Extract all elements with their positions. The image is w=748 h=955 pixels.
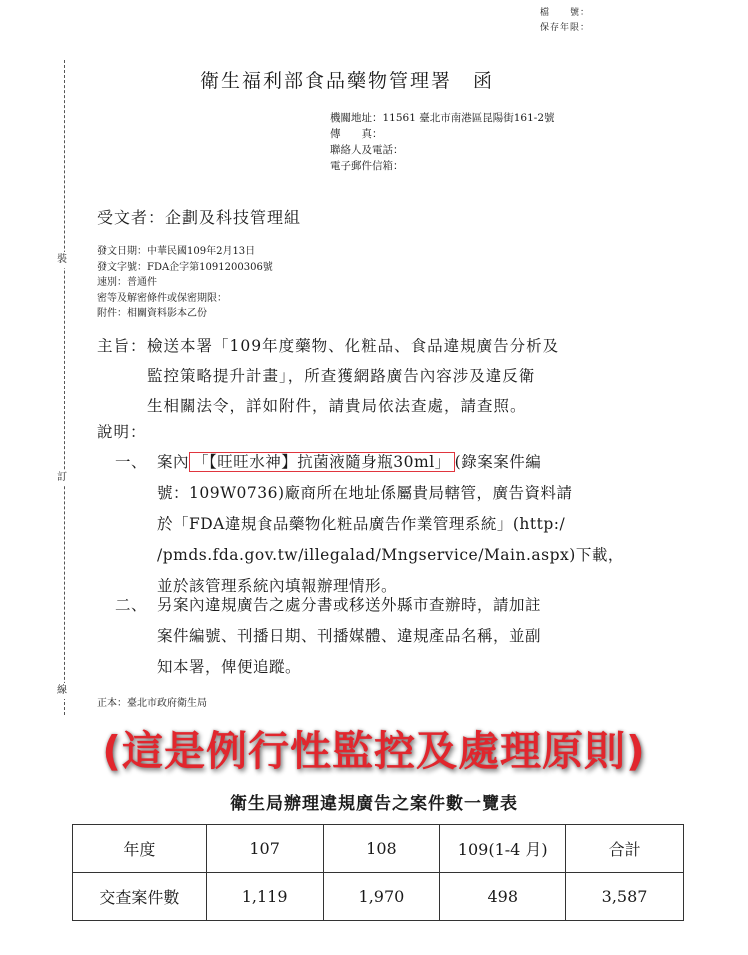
org-email: 電子郵件信箱： xyxy=(330,160,404,172)
item-line: 知本署，俾便追蹤。 xyxy=(157,658,302,676)
table-cell: 合計 xyxy=(566,825,684,873)
item-number: 一、 xyxy=(115,453,148,471)
item-number: 二、 xyxy=(115,596,148,614)
binding-mark-ding: 訂 xyxy=(57,470,67,486)
item-line-suffix: (錄案案件編 xyxy=(454,453,542,471)
table-cell: 498 xyxy=(440,873,566,921)
security-level: 密等及解密條件或保密期限： xyxy=(97,292,227,304)
table-caption: 衛生局辦理違規廣告之案件數一覽表 xyxy=(230,794,518,814)
item-line: 號：109W0736)廠商所在地址係屬貴局轄管，廣告資料請 xyxy=(157,484,573,502)
item-line: /pmds.fda.gov.tw/illegalad/Mngservice/Main.aspx)下載， xyxy=(157,546,624,564)
file-number-label: 檔 號： xyxy=(540,8,591,18)
subject-line: 檢送本署「109年度藥物、化粧品、食品違規廣告分析及 xyxy=(147,337,560,355)
table-cell: 3,587 xyxy=(566,873,684,921)
explanation-label: 說明： xyxy=(97,423,147,441)
binding-mark-xian: 線 xyxy=(57,683,67,699)
table-cell: 交查案件數 xyxy=(73,873,207,921)
org-info xyxy=(330,110,555,174)
attachment-note: 附件：相關資料影本乙份 xyxy=(97,308,207,319)
table-cell: 年度 xyxy=(73,825,207,873)
item-line: 另案內違規廣告之處分書或移送外縣市查辦時，請加註 xyxy=(157,596,542,614)
binding-line xyxy=(64,60,65,715)
item-line: 案件編號、刊播日期、刊播媒體、違規產品名稱，並副 xyxy=(157,627,542,645)
table-header-row xyxy=(73,825,684,873)
explanation-item-1 xyxy=(115,447,655,602)
document-number: 發文字號：FDA企字第1091200306號 xyxy=(97,261,273,273)
item-line: 於「FDA違規食品藥物化粧品廣告作業管理系統」(http:/ xyxy=(157,515,566,533)
issue-date: 發文日期：中華民國109年2月13日 xyxy=(97,246,256,257)
table-cell: 1,119 xyxy=(206,873,323,921)
item-line xyxy=(115,447,655,478)
subject-label: 主旨： xyxy=(97,337,147,355)
case-count-table xyxy=(72,824,684,921)
table-cell: 108 xyxy=(323,825,440,873)
org-address: 機關地址：11561 臺北市南港區昆陽街161-2號 xyxy=(330,112,555,124)
delivery-speed: 速別：普通件 xyxy=(97,277,157,288)
item-line: 並於該管理系統內填報辦理情形。 xyxy=(157,577,398,595)
subject-section xyxy=(97,331,657,421)
explanation-item-2 xyxy=(115,590,655,683)
binding-mark-zhuang: 裝 xyxy=(57,252,67,268)
doc-meta xyxy=(97,244,273,322)
subject-line: 監控策略提升計畫」，所查獲網路廣告內容涉及違反衛 xyxy=(147,367,536,385)
org-contact: 聯絡人及電話： xyxy=(330,144,404,156)
table-cell: 107 xyxy=(206,825,323,873)
annotation-overlay: (這是例行性監控及處理原則) xyxy=(102,727,646,775)
file-meta xyxy=(540,6,590,36)
table-cell: 109(1-4 月) xyxy=(440,825,566,873)
subject-line: 生相關法令，詳如附件，請貴局依法查處，請查照。 xyxy=(147,397,527,415)
retention-label: 保存年限： xyxy=(540,23,591,33)
copy-to: 正本：臺北市政府衛生局 xyxy=(97,698,207,709)
recipient: 受文者：企劃及科技管理組 xyxy=(97,208,302,227)
document-title: 衛生福利部食品藥物管理署 函 xyxy=(200,70,495,92)
table-row xyxy=(73,873,684,921)
highlighted-product-name: 「【旺旺水神】抗菌液隨身瓶30ml」 xyxy=(189,452,455,472)
org-fax: 傳 真： xyxy=(330,128,383,140)
table-cell: 1,970 xyxy=(323,873,440,921)
item-line-prefix: 案內 xyxy=(157,453,190,471)
